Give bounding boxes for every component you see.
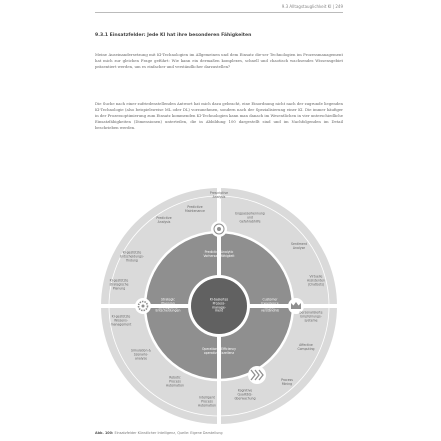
outer-engpass: Engpasserkennung und Gefahrabhilfe — [235, 211, 265, 223]
running-header: 9.3 Alltagstauglichkeit KI | 249 — [281, 4, 343, 9]
outer-personal: personalisierte Empfehlungs- systeme — [299, 310, 323, 322]
section-heading: 9.3.1 Einsatzfelder: Jede KI hat ihre besonderen Fähigkeiten — [95, 33, 252, 38]
outer-predictive-maint: Predictive Maintenance — [185, 205, 205, 213]
outer-affective: Affective Computing — [297, 343, 315, 351]
outer-process-mining: Process Mining — [281, 378, 293, 386]
outer-simulation: Simulation & Szenario- analyse — [131, 348, 151, 360]
header-rule — [95, 12, 343, 13]
outer-prescriptive: Prescriptive Analysis — [209, 191, 229, 199]
outer-entscheidung: KI-gestützte Entscheidungs- findung — [120, 250, 144, 262]
gear-icon — [135, 298, 151, 314]
inner-strategic: Strategic Planning strategische Entscheidungen — [155, 297, 181, 313]
outer-ipa: Intelligent Process Automation — [197, 395, 217, 407]
paragraph-2: Die Suche nach einer zufriedenstellenden Antwort hat mich dazu gebracht, eine Einordnung nicht nach der zugrunde liegenden KI-Technologie (also beispielsweise ML oder DL) vorzunehmen, sondern nach der Spezialisierung einer KI. Die immer häufiger in der Prozessoptimierung zum Einsatz kommenden KI-Technologien kann man danach im Wesentlichen in vier unterschiedliche Einsatzfähigkeiten (Dimensionen) unterteilen, die in Abbildung 100 dargestellt sind und im Nachfolgenden im Detail beschrieben werden. — [95, 101, 343, 130]
center-label: KI-basiertes Prozess- manage- ment — [209, 297, 229, 313]
outer-wissens: KI-gestützte Wissens- management — [110, 314, 132, 326]
target-icon — [211, 221, 227, 237]
paragraph-1: Meine Auseinandersetzung mit KI-Technologien im Allgemeinen und dem Einsatz die-ser Technologien im Prozessmanagement hat mich zur gleichen Frage geführt: Wie kann ein dermaßen komplexes, schnell und chaotisch wachsendes Wissensgebiet präsentiert werden, um es einfacher und verständlicher darzustellen? — [95, 52, 343, 69]
outer-sentiment: Sentiment Analyse — [291, 242, 307, 250]
inner-customer: Customer Experience Kunden- verständnis — [260, 297, 280, 313]
outer-rpa: Robotic Process Automation — [165, 375, 185, 387]
outer-virtuelle: Virtuelle Assistenten (Chatbots) — [307, 274, 325, 286]
outer-predictive-analysis: Predictive Analysis — [156, 216, 172, 224]
caption-text: Einsatzfelder Künstlicher Intelligenz, Quelle: Eigene Darstellung — [113, 431, 223, 435]
outer-strat-planung: KI-gestützte strategische Planung — [109, 278, 129, 290]
figure-caption — [95, 431, 223, 435]
chevrons-icon — [248, 366, 266, 384]
inner-predictive: Predictive Analytic Vorhersagefähigkeit — [203, 250, 235, 258]
figure-ai-fields — [94, 180, 344, 430]
caption-label: Abb. 100: — [95, 431, 114, 435]
outer-kognitive: Kognitive Qualitäts- überwachung — [234, 388, 256, 400]
inner-operational: Operational Efficiency operative Exzellenz — [201, 347, 237, 355]
